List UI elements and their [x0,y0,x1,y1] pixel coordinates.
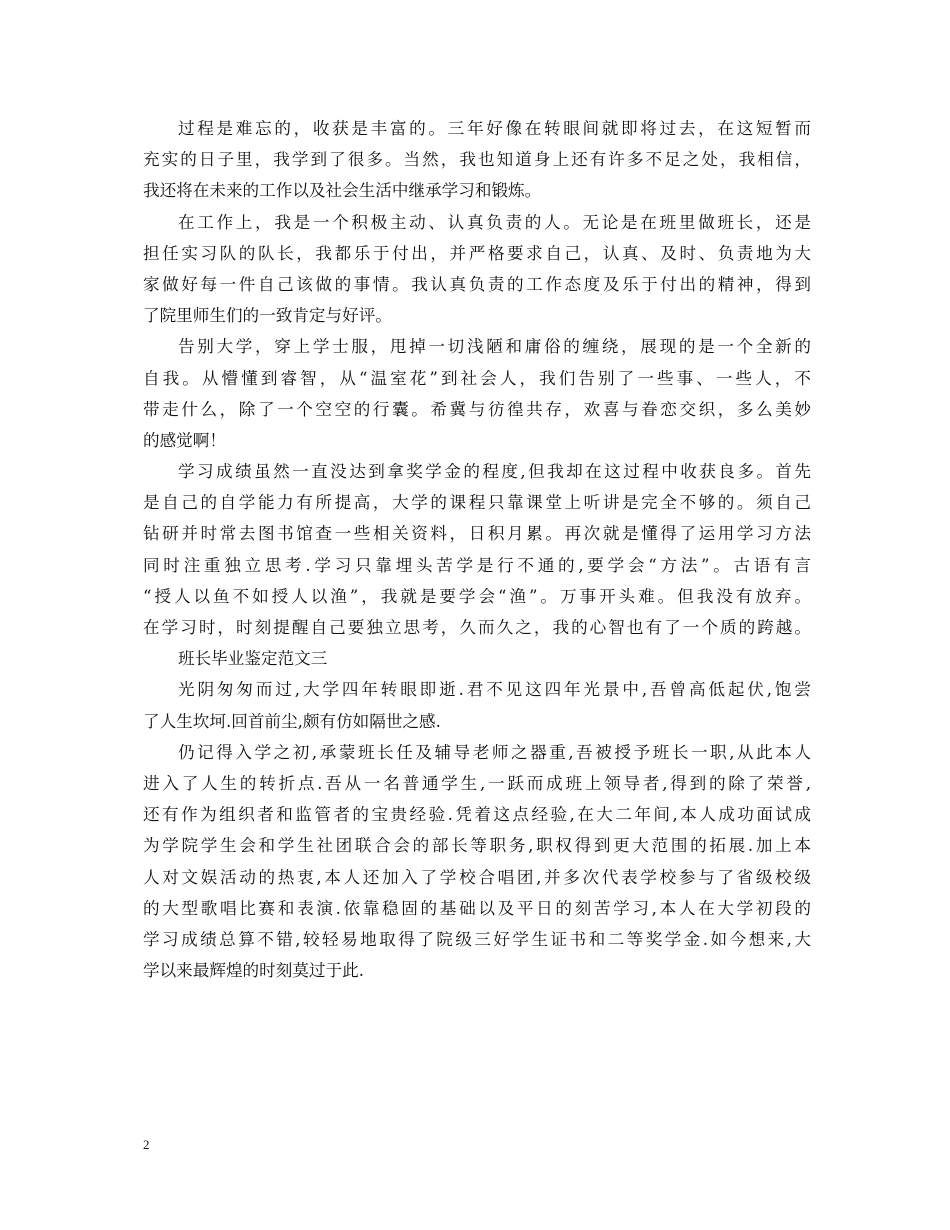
text-line: 同时注重独立思考.学习只靠埋头苦学是行不通的,要学会“方法”。古语有言 [143,555,811,575]
text-line: 告别大学，穿上学士服，甩掉一切浅陋和庸俗的缠绕，展现的是一个全新的 [178,337,811,357]
text-line: “授人以鱼不如授人以渔”，我就是要学会“渔”。万事开头难。但我没有放弃。 [143,586,811,606]
text-line: 家做好每一件自己该做的事情。我认真负责的工作态度及乐于付出的精神，得到 [143,274,811,294]
text-line: 在学习时，时刻提醒自己要独立思考，久而久之，我的心智也有了一个质的跨越。 [143,618,811,637]
text-line: 学以来最辉煌的时刻莫过于此. [143,961,364,981]
text-line: 过程是难忘的，收获是丰富的。三年好像在转眼间就即将过去，在这短暂而 [178,119,811,138]
text-line: 为学院学生会和学生社团联合会的部长等职务,职权得到更大范围的拓展.加上本 [143,836,811,856]
text-line: 人对文娱活动的热衷,本人还加入了学校合唱团,并多次代表学校参与了省级校级 [143,867,811,887]
text-line: 了院里师生们的一致肯定与好评。 [143,306,392,326]
text-line: 担任实习队的队长，我都乐于付出，并严格要求自己，认真、及时、负责地为大 [143,243,811,263]
section-heading: 班长毕业鉴定范文三 [178,649,328,669]
text-line: 是自己的自学能力有所提高，大学的课程只靠课堂上听讲是完全不够的。须自己 [143,493,811,513]
text-line: 学习成绩虽然一直没达到拿奖学金的程度,但我却在这过程中收获良多。首先 [178,462,811,482]
text-line: 的大型歌唱比赛和表演.依靠稳固的基础以及平日的刻苦学习,本人在大学初段的 [143,898,811,918]
text-line: 我还将在未来的工作以及社会生活中继承学习和锻炼。 [143,181,542,201]
document-body [143,113,811,986]
text-line: 钻研并时常去图书馆查一些相关资料，日积月累。再次就是懂得了运用学习方法 [143,524,811,544]
text-line: 充实的日子里，我学到了很多。当然，我也知道身上还有许多不足之处，我相信， [143,150,811,170]
text-line: 学习成绩总算不错,较轻易地取得了院级三好学生证书和二等奖学金.如今想来,大 [143,929,811,949]
text-line: 光阴匆匆而过,大学四年转眼即逝.君不见这四年光景中,吾曾高低起伏,饱尝 [178,680,811,700]
text-line: 仍记得入学之初,承蒙班长任及辅导老师之器重,吾被授予班长一职,从此本人 [178,742,811,762]
text-line: 的感觉啊！ [143,430,226,450]
text-line: 带走什么，除了一个空空的行囊。希冀与彷徨共存，欢喜与眷恋交织，多么美妙 [143,399,811,419]
text-line: 还有作为组织者和监管者的宝贵经验.凭着这点经验,在大二年间,本人成功面试成 [143,805,811,825]
text-line: 自我。从懵懂到睿智，从“温室花”到社会人，我们告别了一些事、一些人，不 [143,368,811,388]
text-line: 在工作上，我是一个积极主动、认真负责的人。无论是在班里做班长，还是 [178,212,811,232]
text-line: 了人生坎坷.回首前尘,颇有仿如隔世之感. [143,711,441,731]
page-number: 2 [143,1137,150,1152]
text-line: 进入了人生的转折点.吾从一名普通学生,一跃而成班上领导者,得到的除了荣誉, [143,773,811,793]
